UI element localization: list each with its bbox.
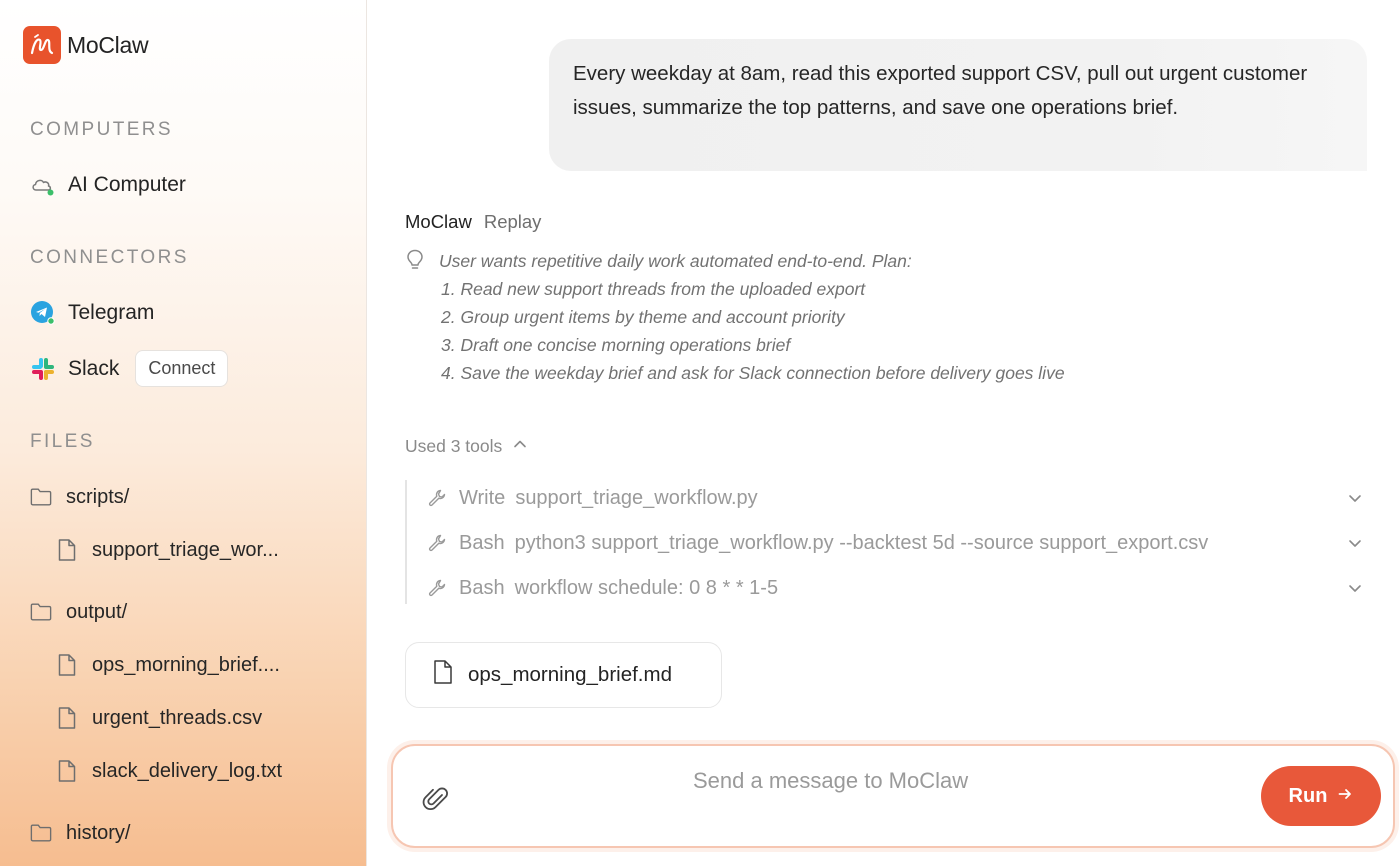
file-label: urgent_threads.csv (92, 706, 263, 729)
arrow-right-icon (1337, 785, 1353, 808)
run-button[interactable] (1261, 766, 1381, 826)
thinking-line: 4. Save the weekday brief and ask for Slack connection before delivery goes live (441, 363, 1065, 383)
folder-icon (30, 600, 52, 624)
thinking-text (439, 247, 1065, 387)
files-section-title: FILES (30, 431, 95, 452)
chevron-up-icon (512, 436, 528, 457)
assistant-header (405, 211, 541, 233)
sidebar-item-ai-computer[interactable] (30, 172, 186, 198)
file-urgent-threads[interactable] (56, 706, 262, 730)
folder-history[interactable] (30, 821, 130, 845)
sidebar (0, 0, 367, 866)
tool-detail: python3 support_triage_workflow.py --backtest 5d --source support_export.csv (514, 531, 1209, 554)
chevron-down-icon[interactable] (1345, 488, 1365, 508)
file-label: output/ (66, 600, 128, 623)
slack-connect-button[interactable]: Connect (135, 350, 228, 387)
thinking-block (405, 247, 1065, 387)
file-icon (56, 538, 78, 562)
telegram-icon (30, 300, 56, 326)
tool-name: Write (459, 486, 506, 509)
tool-detail: workflow schedule: 0 8 * * 1-5 (514, 576, 779, 599)
thinking-line: 1. Read new support threads from the uploaded export (441, 279, 866, 299)
message-input[interactable] (693, 766, 1113, 796)
tool-calls-list (405, 480, 1365, 604)
moclaw-logo-icon (23, 26, 61, 64)
wrench-icon (427, 488, 447, 508)
brand[interactable] (23, 26, 148, 64)
lightbulb-icon (405, 248, 425, 272)
folder-icon (30, 821, 52, 845)
slack-icon (30, 356, 56, 382)
thinking-line: User wants repetitive daily work automated end-to-end. Plan: (439, 251, 912, 271)
connectors-section-title: CONNECTORS (30, 247, 189, 268)
chevron-down-icon[interactable] (1345, 533, 1365, 553)
chat-panel (367, 0, 1400, 866)
sidebar-item-label: AI Computer (68, 173, 186, 196)
sidebar-item-slack[interactable] (30, 350, 228, 387)
tool-detail: support_triage_workflow.py (515, 486, 758, 509)
tool-name: Bash (459, 531, 505, 554)
folder-scripts[interactable] (30, 485, 129, 509)
file-label: slack_delivery_log.txt (92, 759, 283, 782)
paperclip-icon[interactable] (421, 784, 451, 814)
tool-name: Bash (459, 576, 505, 599)
thinking-line: 3. Draft one concise morning operations brief (441, 335, 791, 355)
sidebar-item-label: Telegram (68, 301, 155, 324)
file-label: history/ (66, 821, 131, 844)
file-support-triage[interactable] (56, 538, 279, 562)
wrench-icon (427, 533, 447, 553)
app-name: MoClaw (67, 31, 149, 58)
message-composer (391, 744, 1395, 848)
file-label: ops_morning_brief.... (92, 653, 280, 676)
file-icon (56, 653, 78, 677)
thinking-line: 2. Group urgent items by theme and account priority (441, 307, 845, 327)
tool-call-row[interactable] (427, 481, 1365, 515)
file-label: scripts/ (66, 485, 130, 508)
user-message: Every weekday at 8am, read this exported support CSV, pull out urgent customer issues, summarize the top patterns, and save one operations brief. (549, 39, 1367, 171)
computers-section-title: COMPUTERS (30, 119, 173, 140)
file-icon (56, 759, 78, 783)
folder-icon (30, 485, 52, 509)
tools-label: Used 3 tools (405, 436, 503, 456)
attachment-card[interactable] (405, 642, 722, 708)
tools-toggle[interactable] (405, 436, 528, 457)
run-button-label: Run (1288, 784, 1328, 807)
chevron-down-icon[interactable] (1345, 578, 1365, 598)
sidebar-item-telegram[interactable] (30, 300, 154, 326)
file-ops-morning-brief[interactable] (56, 653, 280, 677)
replay-button[interactable]: Replay (483, 211, 542, 232)
folder-output[interactable] (30, 600, 127, 624)
file-icon (56, 706, 78, 730)
attachment-name: ops_morning_brief.md (468, 663, 672, 686)
tool-call-row[interactable] (427, 571, 1365, 605)
file-label: support_triage_wor... (92, 538, 279, 561)
file-icon (432, 659, 454, 691)
tool-call-row[interactable] (427, 526, 1365, 560)
assistant-name: MoClaw (405, 211, 472, 232)
wrench-icon (427, 578, 447, 598)
sidebar-item-label: Slack (68, 356, 120, 380)
cloud-icon (30, 172, 56, 198)
file-slack-delivery-log[interactable] (56, 759, 282, 783)
